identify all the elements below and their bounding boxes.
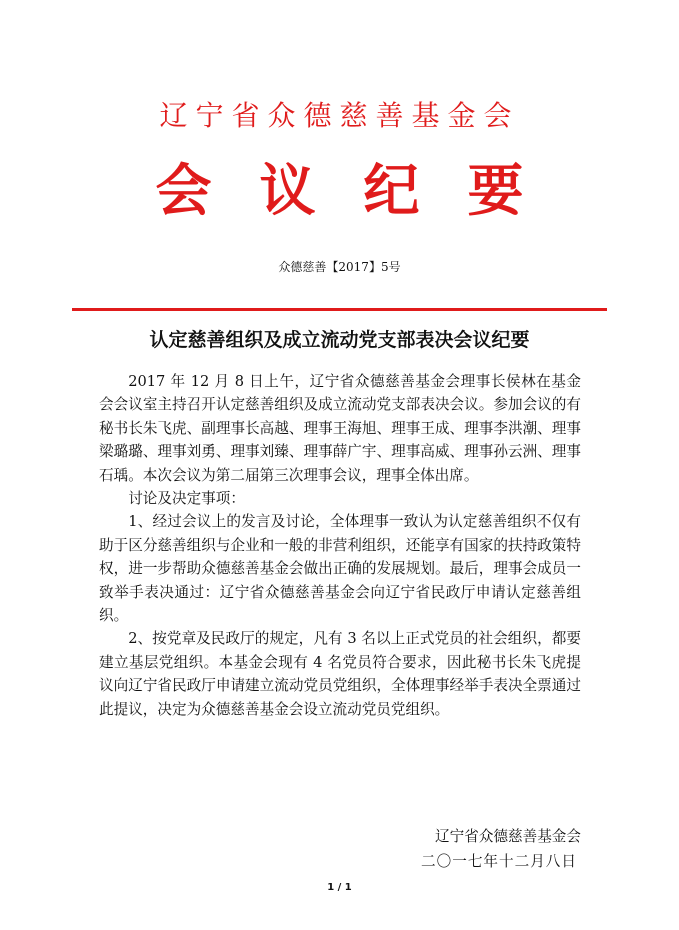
page-indicator: 1 / 1: [327, 882, 352, 893]
paragraph-item-1: 1、经过会议上的发言及讨论，全体理事一致认为认定慈善组织不仅有助于区分慈善组织与企业和一般的非营利组织，还能享有国家的扶持政策特权，进一步帮助众德慈善基金会做出正确的发展规划。最后，理事会成员一致举手表决通过：辽宁省众德慈善基金会向辽宁省民政厅申请认定慈善组织。: [99, 513, 581, 625]
organization-title: 辽宁省众德慈善基金会: [159, 99, 520, 132]
paragraph-discussion-label: 讨论及决定事项：: [128, 490, 245, 508]
minutes-heading: 认定慈善组织及成立流动党支部表决会议纪要: [149, 329, 530, 351]
paragraph-attendance: 2017 年 12 月 8 日上午，辽宁省众德慈善基金会理事长侯林在基金会会议室主持召开认定慈善组织及成立流动党支部表决会议。参加会议的有秘书长朱飞虎、副理事长高越、理事王海旭、理事王成、理事李洪潮、理事梁璐璐、理事刘勇、理事刘臻、理事薛广宇、理事高威、理事孙云洲、理事石瑀。本次会议为第二届第三次理事会议，理事全体出席。: [99, 373, 581, 484]
signature-organization: 辽宁省众德慈善基金会: [435, 828, 581, 845]
paragraph-item-2: 2、按党章及民政厅的规定，凡有 3 名以上正式党员的社会组织，都要建立基层党组织。本基金会现有 4 名党员符合要求，因此秘书长朱飞虎提议向辽宁省民政厅申请建立流动党员党组织，全体理事经举手表决全票通过此提议，决定为众德慈善基金会设立流动党员党组织。: [99, 630, 581, 718]
signature-date: 二〇一七年十二月八日: [421, 853, 577, 870]
minutes-body: [99, 370, 581, 721]
document-type-title: 会议纪要: [155, 158, 572, 224]
document-number: 众德慈善【2017】5号: [278, 260, 401, 274]
red-divider-line: [72, 308, 607, 311]
